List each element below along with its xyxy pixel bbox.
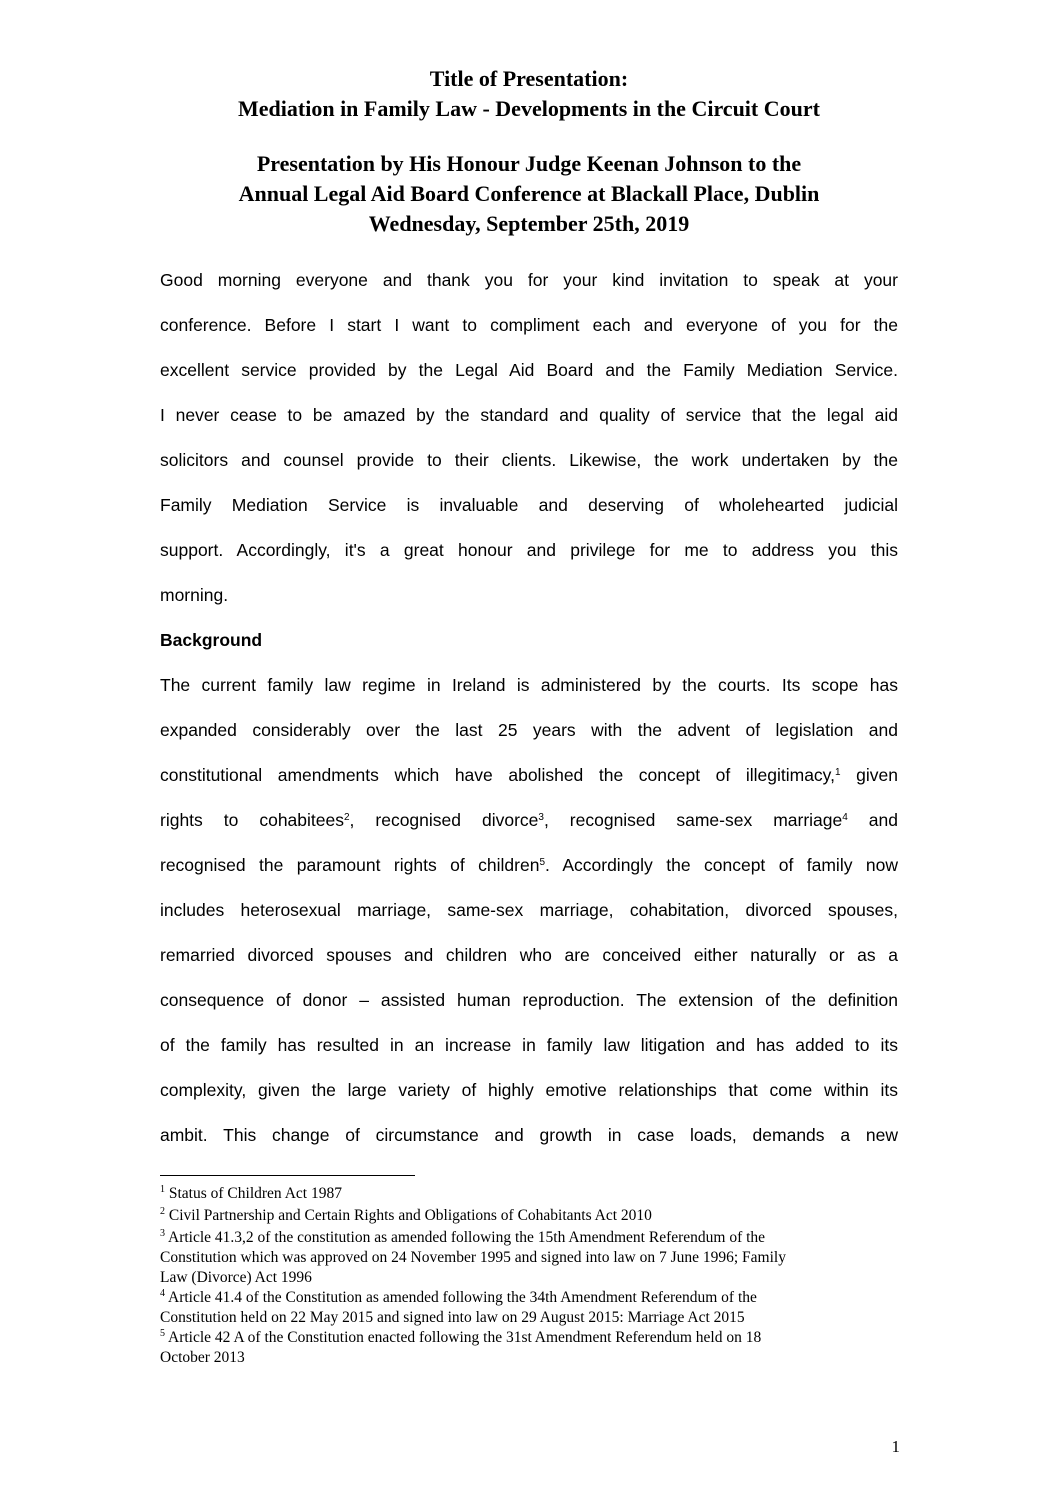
footnote-separator [160,1175,415,1176]
footnote-4-cont: Constitution held on 22 May 2015 and signed into law on 29 August 2015: Marriage Act 2015 [160,1309,745,1326]
footnote-ref[interactable]: 2 [343,812,350,823]
paragraph-line: ambit. This change of circumstance and growth in case loads, demands a new [160,1125,898,1145]
paragraph-line: constitutional amendments which have abolished the concept of illegitimacy,$^1$ given [160,765,898,785]
presentation-title: Mediation in Family Law - Developments in the Circuit Court [238,96,820,121]
paragraph-line: complexity, given the large variety of highly emotive relationships that come within its [160,1080,898,1100]
paragraph-line: support. Accordingly, it's a great honour and privilege for me to address you this [160,540,898,560]
paragraph-line: includes heterosexual marriage, same-sex marriage, cohabitation, divorced spouses, [160,900,898,920]
paragraph-line: conference. Before I start I want to compliment each and everyone of you for the [160,315,898,335]
footnote-5-cont: October 2013 [160,1349,245,1366]
paragraph-line: I never cease to be amazed by the standard and quality of service that the legal aid [160,405,898,425]
footnote-ref[interactable]: 3 [538,812,544,823]
footnote-3-cont: Constitution which was approved on 24 November 1995 and signed into law on 7 June 1996; Family [160,1249,786,1266]
paragraph-line: remarried divorced spouses and children who are conceived either naturally or as a [160,945,898,965]
footnote-2: $^2$ Civil Partnership and Certain Rights and Obligations of Cohabitants Act 2010 [160,1206,652,1224]
footnote-ref[interactable]: 1 [835,767,841,778]
paragraph-line: Good morning everyone and thank you for your kind invitation to speak at your [160,270,898,290]
paragraph-line: recognised the paramount rights of children$^5$. Accordingly the concept of family now [160,855,898,875]
page-number: 1 [891,1437,900,1456]
presenter-line: Presentation by His Honour Judge Keenan Johnson to the [256,151,802,176]
section-heading-background: Background [160,630,263,650]
conference-line: Annual Legal Aid Board Conference at Blackall Place, Dublin [238,181,820,206]
presentation-title-label: Title of Presentation: [429,66,629,91]
paragraph-line: morning. [160,585,229,605]
paragraph-line: consequence of donor – assisted human reproduction. The extension of the definition [160,990,898,1010]
footnote-4: $^4$ Article 41.4 of the Constitution as amended following the 34th Amendment Referendum of the [160,1288,757,1306]
footnote-1: $^1$ Status of Children Act 1987 [160,1184,342,1202]
paragraph-line: excellent service provided by the Legal Aid Board and the Family Mediation Service. [160,360,898,380]
paragraph-line: The current family law regime in Ireland is administered by the courts. Its scope has [160,675,898,695]
date-line: Wednesday, September 25th, 2019 [368,211,690,236]
footnote-5: $^5$ Article 42 A of the Constitution enacted following the 31st Amendment Referendum held on 18 [160,1328,762,1346]
footnote-3-cont: Law (Divorce) Act 1996 [160,1269,312,1286]
paragraph-line: of the family has resulted in an increase in family law litigation and has added to its [160,1035,898,1055]
paragraph-line: rights to cohabitees$^2$, recognised divorce$^3$, recognised same-sex marriage$^4$ and [160,810,898,830]
footnote-3: $^3$ Article 41.3,2 of the constitution as amended following the 15th Amendment Referendum of the [160,1228,766,1246]
paragraph-line: expanded considerably over the last 25 years with the advent of legislation and [160,720,898,740]
footnote-ref[interactable]: 5 [539,857,546,868]
paragraph-line: Family Mediation Service is invaluable and deserving of wholehearted judicial [160,495,898,515]
paragraph-line: solicitors and counsel provide to their clients. Likewise, the work undertaken by the [160,450,898,470]
footnote-ref[interactable]: 4 [842,812,848,823]
